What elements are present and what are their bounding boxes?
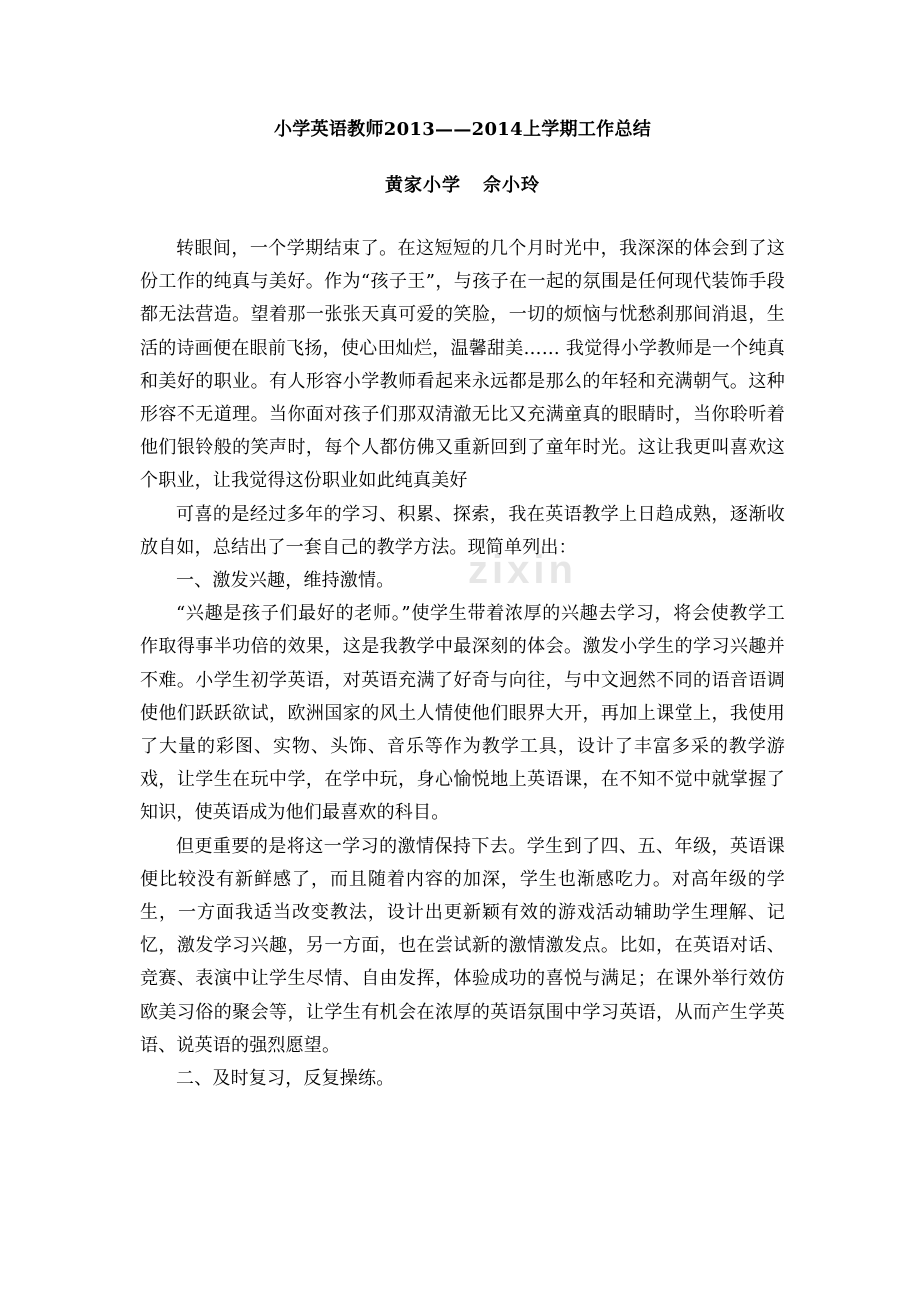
- school-name: 黄家小学: [385, 175, 461, 196]
- paragraph: 可喜的是经过多年的学习、积累、探索，我在英语教学上日趋成熟，逐渐收放自如，总结出了一套自己的教学方法。现简单列出：: [140, 503, 785, 558]
- paragraph: “兴趣是孩子们最好的老师。”使学生带着浓厚的兴趣去学习，将会使教学工作取得事半功倍的效果，这是我教学中最深刻的体会。激发小学生的学习兴趣并不难。小学生初学英语，对英语充满了好奇与向往，与中文迥然不同的语音语调使他们跃跃欲试，欧洲国家的风土人情使他们眼界大开，再加上课堂上，我使用了大量的彩图、实物、头饰、音乐等作为教学工具，设计了丰富多采的教学游戏，让学生在玩中学，在学中玩，身心愉悦地上英语课，在不知不觉中就掌握了知识，使英语成为他们最喜欢的科目。: [140, 603, 785, 824]
- paragraph: 转眼间，一个学期结束了。在这短短的几个月时光中，我深深的体会到了这份工作的纯真与美好。作为“孩子王”，与孩子在一起的氛围是任何现代装饰手段都无法营造。望着那一张张天真可爱的笑脸，一切的烦恼与忧愁刹那间消退，生活的诗画便在眼前飞扬，使心田灿烂，温馨甜美…… 我觉得小学教师是一个纯真和美好的职业。有人形容小学教师看起来永远都是那么的年轻和充满朝气。这种形容不无道理。当你面对孩子们那双清澈无比又充满童真的眼睛时，当你聆听着他们银铃般的笑声时，每个人都仿佛又重新回到了童年时光。这让我更叫喜欢这个职业，让我觉得这份职业如此纯真美好: [140, 238, 785, 492]
- watermark: zixin: [468, 548, 577, 592]
- section-heading: 二、及时复习，反复操练。: [176, 1068, 395, 1090]
- document-body: [140, 232, 785, 1095]
- paragraph: 但更重要的是将这一学习的激情保持下去。学生到了四、五、年级，英语课便比较没有新鲜感了，而且随着内容的加深，学生也渐感吃力。对高年级的学生，一方面我适当改变教法，设计出更新颖有效的游戏活动辅助学生理解、记忆，激发学习兴趣，另一方面，也在尝试新的激情激发点。比如，在英语对话、竞赛、表演中让学生尽情、自由发挥，体验成功的喜悦与满足；在课外举行效仿欧美习俗的聚会等，让学生有机会在浓厚的英语氛围中学习英语，从而产生学英语、说英语的强烈愿望。: [140, 835, 785, 1056]
- author-line: [140, 172, 785, 200]
- author-name: 佘小玲: [483, 175, 540, 196]
- section-heading: 一、激发兴趣，维持激情。: [176, 570, 395, 592]
- document-content: [140, 116, 785, 1095]
- document-title: 小学英语教师2013——2014上学期工作总结: [273, 119, 652, 140]
